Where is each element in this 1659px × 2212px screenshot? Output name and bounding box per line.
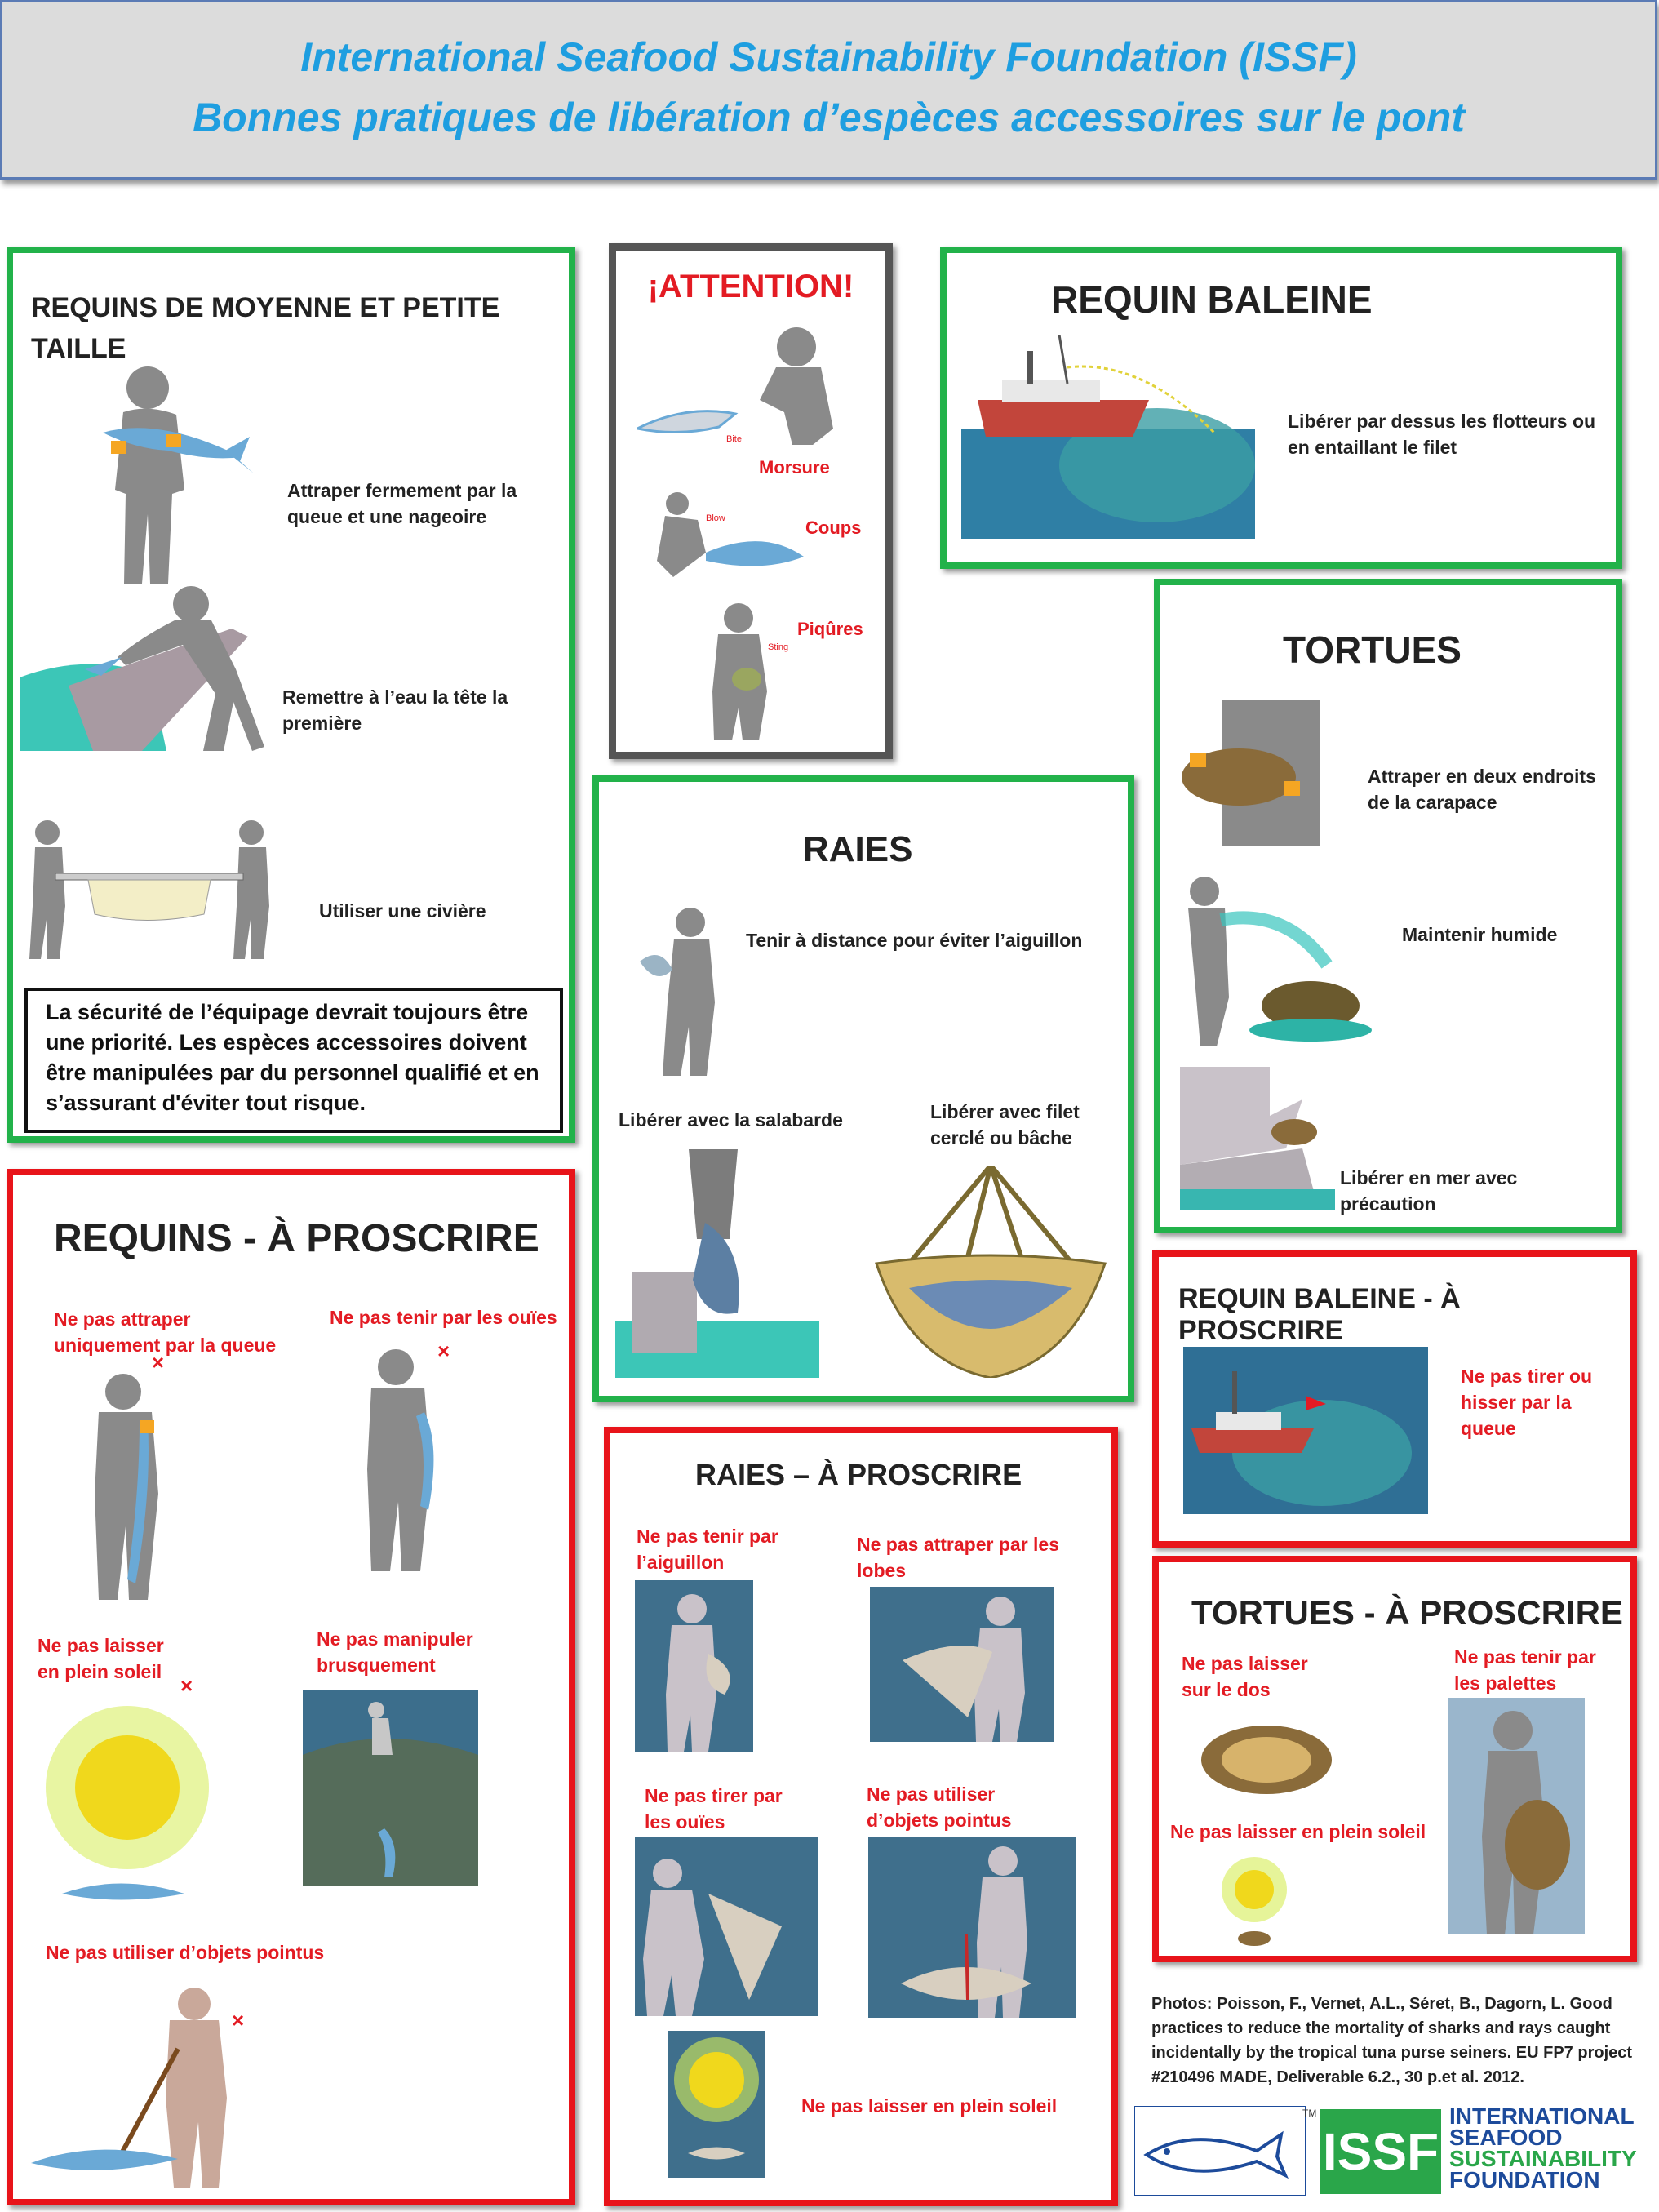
illustration-ray-pointed xyxy=(868,1837,1076,2018)
photo-credits xyxy=(1151,1992,1636,2090)
caption-line: brusquement xyxy=(317,1655,436,1676)
illustration-purse-seiner xyxy=(961,335,1255,539)
header-title-line2: Bonnes pratiques de libération d’espèces accessoires sur le pont xyxy=(193,95,1465,140)
dont-caption xyxy=(1454,1644,1596,1696)
illustration-rough-handling xyxy=(303,1690,478,1886)
caption-line: queue et une nageoire xyxy=(287,506,487,527)
title-line: TAILLE xyxy=(31,333,126,364)
caption-line: queue xyxy=(1461,1418,1516,1439)
forbidden-mark: × xyxy=(180,1673,193,1698)
dont-caption: Ne pas tenir par les ouïes xyxy=(330,1307,557,1328)
step-caption xyxy=(282,684,508,736)
logo-line: INTERNATIONAL xyxy=(1449,2103,1635,2129)
panel-whale-shark-dont xyxy=(1152,1250,1637,1548)
illustration-ray-lobes xyxy=(870,1587,1054,1742)
illustration-whale-shark-tail-pull xyxy=(1183,1347,1428,1514)
step-caption: Maintenir humide xyxy=(1402,924,1558,945)
illustration-stretcher xyxy=(23,816,284,963)
dont-caption: Ne pas attraper par les lobes xyxy=(857,1534,1060,1581)
caption-line: en entaillant le filet xyxy=(1288,437,1457,458)
caption-line: Libérer avec filet xyxy=(930,1101,1080,1122)
step-caption: Libérer en mer avec précaution xyxy=(1340,1167,1518,1215)
illustration-gill-hold xyxy=(351,1347,457,1571)
illustration-canvas-sling xyxy=(860,1166,1121,1378)
caption-line: Libérer par dessus les flotteurs ou xyxy=(1288,411,1596,432)
caption-line: cerclé ou bâche xyxy=(930,1127,1072,1148)
illustration-bite xyxy=(637,322,849,445)
caption-line: en plein soleil xyxy=(38,1661,162,1682)
dont-caption xyxy=(317,1626,473,1678)
attention-title: ¡ATTENTION! xyxy=(647,269,854,304)
caption-line: Remettre à l’eau la tête la xyxy=(282,686,508,708)
forbidden-mark: × xyxy=(437,1339,450,1363)
caption-line: hisser par la xyxy=(1461,1392,1572,1413)
caption-line: Ne pas utiliser xyxy=(867,1783,996,1805)
illustration-ray-sun xyxy=(668,2031,765,2178)
illustration-hold-shark xyxy=(86,359,258,588)
caption-line: les ouïes xyxy=(645,1811,725,1832)
dont-caption xyxy=(1182,1650,1308,1703)
illustration-shark-sun xyxy=(46,1698,209,1918)
header-title-line1: International Seafood Sustainability Foundation (ISSF) xyxy=(300,34,1357,80)
credits-line: Photos: Poisson, F., Vernet, A.L., Séret, B., Dagorn, L. Good xyxy=(1151,1995,1612,2013)
caption-line: d’objets pointus xyxy=(867,1810,1012,1831)
note-line: être manipulées par du personnel qualifié et en xyxy=(46,1060,539,1085)
sting-label-en: Sting xyxy=(768,642,789,652)
panel-attention xyxy=(609,243,893,759)
dont-caption xyxy=(1461,1363,1592,1441)
caption-line: Ne pas tirer ou xyxy=(1461,1366,1593,1387)
panel-rays xyxy=(592,775,1134,1402)
note-line: La sécurité de l’équipage devrait toujours être xyxy=(46,1000,529,1024)
illustration-turtle-sun xyxy=(1218,1853,1291,1949)
forbidden-mark: × xyxy=(232,2008,245,2032)
dont-caption xyxy=(645,1783,783,1835)
step-caption xyxy=(1368,763,1596,815)
caption-line: Attraper fermement par la xyxy=(287,480,517,501)
step-caption: Utiliser une civière xyxy=(319,900,486,922)
caption-line: Ne pas tenir par xyxy=(637,1526,778,1547)
blow-label-en: Blow xyxy=(706,513,725,523)
bite-label-en: Bite xyxy=(726,434,742,444)
logo-line: SUSTAINABILITY xyxy=(1449,2146,1637,2171)
caption-line: sur le dos xyxy=(1182,1679,1271,1700)
illustration-dip-net xyxy=(615,1149,819,1378)
panel-turtles xyxy=(1154,579,1622,1233)
credits-line: #210496 MADE, Deliverable 6.2., 30 p.et al. 2012. xyxy=(1151,2068,1524,2086)
illustration-turtle-wet xyxy=(1172,875,1376,1046)
illustration-sting xyxy=(681,602,812,740)
step-caption xyxy=(930,1099,1080,1151)
caption-line: Ne pas laisser xyxy=(1182,1653,1308,1674)
header-banner xyxy=(0,0,1657,180)
panel-turtles-dont xyxy=(1152,1556,1637,1962)
caption-line: de la carapace xyxy=(1368,792,1497,813)
panel-title xyxy=(31,287,499,369)
sting-label: Piqûres xyxy=(797,619,863,639)
illustration-turtle-flipper-hold xyxy=(1448,1698,1585,1934)
illustration-ray-gill-pull xyxy=(635,1837,818,2016)
panel-title: TORTUES xyxy=(1283,629,1462,671)
illustration-turtle-release xyxy=(1180,1067,1335,1210)
forbidden-mark: × xyxy=(152,1350,165,1375)
caption-line: Ne pas tenir par xyxy=(1454,1646,1596,1668)
blow-label: Coups xyxy=(805,517,862,538)
dont-caption xyxy=(54,1306,276,1358)
logo-acronym: ISSF xyxy=(1320,2109,1441,2194)
step-caption xyxy=(287,477,517,530)
caption-line: uniquement par la queue xyxy=(54,1335,277,1356)
bite-label: Morsure xyxy=(759,457,830,477)
credits-line: practices to reduce the mortality of sharks and rays caught xyxy=(1151,2019,1611,2037)
panel-title: REQUINS - À PROSCRIRE xyxy=(54,1217,539,1260)
logo-line: FOUNDATION xyxy=(1449,2167,1600,2192)
panel-title: TORTUES - À PROSCRIRE xyxy=(1191,1593,1623,1632)
issf-logo xyxy=(1134,2103,1644,2196)
dont-caption xyxy=(637,1523,778,1575)
tuna-icon xyxy=(1134,2106,1306,2196)
illustration-release-headfirst xyxy=(20,580,264,751)
safety-note xyxy=(24,988,563,1133)
illustration-turtle-upside-down xyxy=(1187,1703,1346,1809)
panel-whale-shark xyxy=(940,247,1622,569)
note-line: s’assurant d'éviter tout risque. xyxy=(46,1090,366,1115)
dont-caption: Ne pas laisser en plein soleil xyxy=(1170,1821,1426,1842)
caption-line: Attraper en deux endroits xyxy=(1368,766,1596,787)
logo-wordmark xyxy=(1449,2103,1637,2192)
title-line: REQUINS DE MOYENNE ET PETITE xyxy=(31,292,500,323)
note-line: une priorité. Les espèces accessoires doivent xyxy=(46,1030,527,1055)
step-caption: Tenir à distance pour éviter l’aiguillon xyxy=(746,930,1083,951)
illustration-ray-sting-hold xyxy=(635,1580,753,1752)
illustration-ray-distance xyxy=(640,904,738,1076)
step-caption: Libérer avec la salabarde xyxy=(619,1109,843,1130)
illustration-turtle-hold xyxy=(1173,700,1337,846)
dont-caption: Ne pas laisser en plein soleil xyxy=(801,2095,1058,2117)
caption-line: les palettes xyxy=(1454,1672,1557,1694)
illustration-pointed-object xyxy=(31,1983,251,2188)
panel-sharks-small-medium xyxy=(7,247,575,1143)
panel-rays-dont xyxy=(604,1427,1118,2206)
panel-title: RAIES – À PROSCRIRE xyxy=(695,1458,1022,1491)
dont-caption: Ne pas utiliser d’objets pointus xyxy=(46,1942,325,1963)
whale-shark-caption xyxy=(1288,408,1595,460)
caption-line: Ne pas manipuler xyxy=(317,1628,473,1650)
dont-caption xyxy=(867,1781,1012,1833)
caption-line: l’aiguillon xyxy=(637,1552,725,1573)
panel-title: REQUIN BALEINE xyxy=(1051,278,1373,321)
caption-line: première xyxy=(282,713,362,734)
caption-line: Ne pas attraper xyxy=(54,1308,191,1330)
caption-line: Ne pas laisser xyxy=(38,1635,164,1656)
panel-title: RAIES xyxy=(803,829,913,869)
credits-line: incidentally by the tropical tuna purse seiners. EU FP7 project xyxy=(1151,2044,1633,2062)
dont-caption xyxy=(38,1632,164,1685)
panel-sharks-dont xyxy=(7,1169,575,2205)
caption-line: Ne pas tirer par xyxy=(645,1785,783,1806)
logo-line: SEAFOOD xyxy=(1449,2125,1563,2150)
trademark: TM xyxy=(1302,2108,1317,2119)
illustration-tail-hold xyxy=(70,1371,184,1600)
panel-title: REQUIN BALEINE - À PROSCRIRE xyxy=(1178,1283,1461,1346)
